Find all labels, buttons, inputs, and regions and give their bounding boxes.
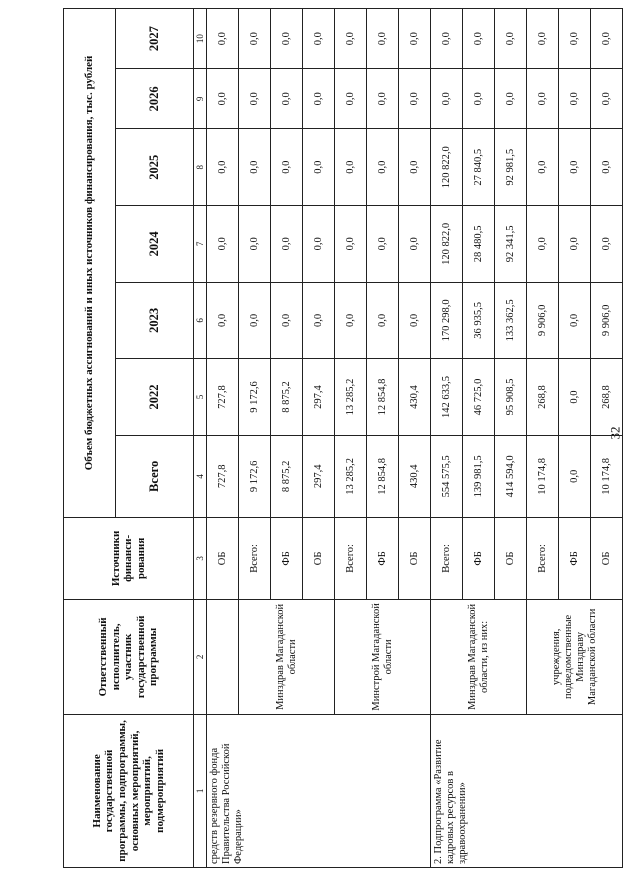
value-cell: 0,0: [559, 206, 591, 283]
header-responsible: Ответственный исполнитель, участник государственной программы: [64, 599, 194, 714]
value-cell: 0,0: [367, 206, 399, 283]
value-cell: 0,0: [207, 69, 239, 129]
column-number: 9: [194, 69, 207, 129]
value-cell: 0,0: [207, 9, 239, 69]
value-cell: 95 908,5: [495, 359, 527, 436]
value-cell: 0,0: [559, 435, 591, 517]
source-cell: Всего:: [335, 517, 367, 599]
value-cell: 170 298,0: [431, 282, 463, 359]
table-row: [431, 9, 463, 868]
column-number: 5: [194, 359, 207, 436]
source-cell: ОБ: [399, 517, 431, 599]
value-cell: 9 172,6: [239, 359, 271, 436]
responsible-cell: Минстрой Магаданской области: [335, 599, 431, 714]
value-cell: 268,8: [527, 359, 559, 436]
value-cell: 120 822,0: [431, 206, 463, 283]
value-cell: 8 875,2: [271, 435, 303, 517]
value-cell: 0,0: [527, 9, 559, 69]
value-cell: 0,0: [399, 129, 431, 206]
value-cell: 142 633,5: [431, 359, 463, 436]
source-cell: Всего:: [527, 517, 559, 599]
value-cell: 0,0: [239, 129, 271, 206]
header-funding-source: Источники финанси-рования: [64, 517, 194, 599]
value-cell: 0,0: [367, 282, 399, 359]
value-cell: 0,0: [303, 9, 335, 69]
value-cell: 9 906,0: [527, 282, 559, 359]
header-year: 2026: [116, 69, 194, 129]
column-number: 6: [194, 282, 207, 359]
value-cell: 0,0: [239, 69, 271, 129]
value-cell: 0,0: [559, 282, 591, 359]
value-cell: 727,8: [207, 435, 239, 517]
header-year: 2025: [116, 129, 194, 206]
value-cell: 0,0: [335, 282, 367, 359]
value-cell: 0,0: [303, 206, 335, 283]
responsible-cell: учреждения, подведомственные Минздраву Магаданской области: [527, 599, 623, 714]
value-cell: 0,0: [527, 206, 559, 283]
source-cell: ОБ: [303, 517, 335, 599]
value-cell: 727,8: [207, 359, 239, 436]
value-cell: 430,4: [399, 435, 431, 517]
value-cell: 0,0: [591, 69, 623, 129]
value-cell: 0,0: [335, 69, 367, 129]
program-name-cell: 2. Подпрограмма «Развитие кадровых ресурсов в здравоохранении»: [431, 714, 623, 867]
value-cell: 0,0: [431, 69, 463, 129]
header-funding-volume: Объем бюджетных ассигнований и иных источников финансирования, тыс. рублей: [64, 9, 116, 518]
value-cell: 297,4: [303, 435, 335, 517]
value-cell: 36 935,5: [463, 282, 495, 359]
value-cell: 0,0: [591, 129, 623, 206]
value-cell: 0,0: [591, 206, 623, 283]
page-number: 32: [607, 426, 623, 440]
source-cell: ФБ: [559, 517, 591, 599]
value-cell: 0,0: [559, 359, 591, 436]
header-year: 2023: [116, 282, 194, 359]
responsible-cell: [207, 599, 239, 714]
column-number: 7: [194, 206, 207, 283]
value-cell: 0,0: [399, 69, 431, 129]
source-cell: ОБ: [591, 517, 623, 599]
source-cell: ФБ: [463, 517, 495, 599]
value-cell: 0,0: [271, 9, 303, 69]
value-cell: 0,0: [495, 9, 527, 69]
responsible-cell: Минздрав Магаданской области: [239, 599, 335, 714]
responsible-cell: Минздрав Магаданской области, из них:: [431, 599, 527, 714]
value-cell: 12 854,8: [367, 359, 399, 436]
value-cell: 0,0: [271, 206, 303, 283]
funding-table: [63, 8, 623, 868]
value-cell: 0,0: [559, 9, 591, 69]
column-number: 4: [194, 435, 207, 517]
value-cell: 92 341,5: [495, 206, 527, 283]
value-cell: 27 840,5: [463, 129, 495, 206]
column-number: 8: [194, 129, 207, 206]
value-cell: 554 575,5: [431, 435, 463, 517]
value-cell: 268,8: [591, 359, 623, 436]
value-cell: 92 981,5: [495, 129, 527, 206]
value-cell: 0,0: [335, 129, 367, 206]
value-cell: 0,0: [399, 282, 431, 359]
value-cell: 0,0: [463, 69, 495, 129]
value-cell: 0,0: [495, 69, 527, 129]
source-cell: Всего:: [431, 517, 463, 599]
value-cell: 0,0: [303, 69, 335, 129]
value-cell: 46 725,0: [463, 359, 495, 436]
value-cell: 9 172,6: [239, 435, 271, 517]
value-cell: 0,0: [271, 69, 303, 129]
value-cell: 12 854,8: [367, 435, 399, 517]
value-cell: 0,0: [207, 206, 239, 283]
value-cell: 430,4: [399, 359, 431, 436]
value-cell: 139 981,5: [463, 435, 495, 517]
value-cell: 0,0: [559, 129, 591, 206]
column-number: 1: [194, 714, 207, 867]
value-cell: 13 285,2: [335, 435, 367, 517]
value-cell: 0,0: [559, 69, 591, 129]
header-year: 2027: [116, 9, 194, 69]
value-cell: 297,4: [303, 359, 335, 436]
column-number: 2: [194, 599, 207, 714]
value-cell: 0,0: [303, 129, 335, 206]
value-cell: 0,0: [271, 282, 303, 359]
value-cell: 0,0: [335, 9, 367, 69]
value-cell: 0,0: [463, 9, 495, 69]
column-number: 10: [194, 9, 207, 69]
value-cell: 0,0: [303, 282, 335, 359]
value-cell: 0,0: [399, 9, 431, 69]
value-cell: 0,0: [527, 69, 559, 129]
value-cell: 0,0: [591, 9, 623, 69]
value-cell: 0,0: [239, 9, 271, 69]
value-cell: 0,0: [239, 206, 271, 283]
value-cell: 8 875,2: [271, 359, 303, 436]
header-year: 2022: [116, 359, 194, 436]
source-cell: ОБ: [207, 517, 239, 599]
value-cell: 133 362,5: [495, 282, 527, 359]
source-cell: ОБ: [495, 517, 527, 599]
value-cell: 28 480,5: [463, 206, 495, 283]
value-cell: 0,0: [239, 282, 271, 359]
header-total: Всего: [116, 435, 194, 517]
program-name-cell: средств резервного фонда Правительства Российской Федерации»: [207, 714, 431, 867]
table-row: [207, 9, 239, 868]
value-cell: 120 822,0: [431, 129, 463, 206]
value-cell: 0,0: [431, 9, 463, 69]
rotated-table-container: [63, 8, 612, 868]
value-cell: 0,0: [271, 129, 303, 206]
header-program-name: Наименование государственной программы, подпрограммы, основных мероприятий, мероприятий, подмероприятий: [64, 714, 194, 867]
value-cell: 0,0: [207, 282, 239, 359]
value-cell: 13 285,2: [335, 359, 367, 436]
value-cell: 0,0: [207, 129, 239, 206]
value-cell: 0,0: [527, 129, 559, 206]
value-cell: 0,0: [399, 206, 431, 283]
source-cell: ФБ: [367, 517, 399, 599]
header-year: 2024: [116, 206, 194, 283]
value-cell: 9 906,0: [591, 282, 623, 359]
value-cell: 414 594,0: [495, 435, 527, 517]
value-cell: 0,0: [367, 9, 399, 69]
value-cell: 0,0: [335, 206, 367, 283]
value-cell: 0,0: [367, 69, 399, 129]
value-cell: 0,0: [367, 129, 399, 206]
value-cell: 10 174,8: [591, 435, 623, 517]
column-number: 3: [194, 517, 207, 599]
value-cell: 10 174,8: [527, 435, 559, 517]
source-cell: Всего:: [239, 517, 271, 599]
source-cell: ФБ: [271, 517, 303, 599]
